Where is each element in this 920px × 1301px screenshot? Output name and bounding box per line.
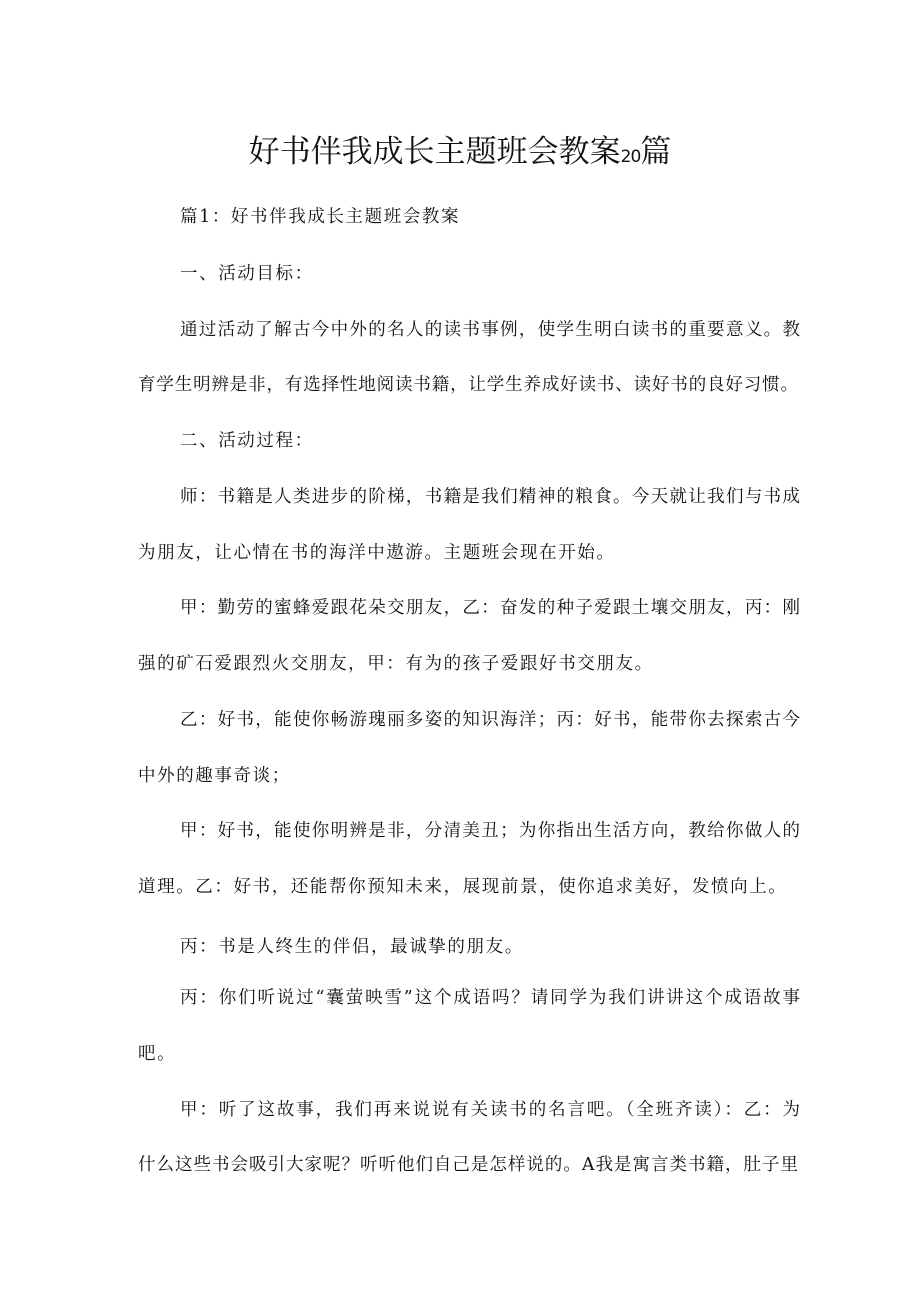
paragraph-line: 为朋友，让心情在书的海洋中遨游。主题班会现在开始。 bbox=[138, 543, 616, 563]
paragraph-line: 道理。乙：好书，还能帮你预知未来，展现前景，使你追求美好，发愤向上。 bbox=[138, 877, 788, 897]
subheading: 二、活动过程： bbox=[180, 431, 314, 451]
subheading: 一、活动目标： bbox=[180, 264, 314, 284]
paragraph-line: 中外的趣事奇谈； bbox=[138, 766, 291, 786]
paragraph-line: 什么这些书会吸引大家呢？听听他们自己是怎样说的。A我是寓言类书籍，肚子里 bbox=[138, 1155, 798, 1175]
paragraph-line: 乙：好书，能使你畅游瑰丽多姿的知识海洋；丙：好书，能带你去探索古今 bbox=[180, 710, 800, 730]
section-heading: 篇1：好书伴我成长主题班会教案 bbox=[180, 207, 461, 227]
paragraph-line: 甲：好书，能使你明辨是非，分清美丑；为你指出生活方向，教给你做人的 bbox=[180, 821, 800, 841]
paragraph-line: 吧。 bbox=[138, 1044, 177, 1064]
paragraph-line: 甲：勤劳的蜜蜂爱跟花朵交朋友，乙：奋发的种子爱跟土壤交朋友，丙：刚 bbox=[180, 598, 800, 618]
paragraph-line: 丙：你们听说过“囊萤映雪”这个成语吗？请同学为我们讲讲这个成语故事 bbox=[180, 988, 800, 1008]
page-title bbox=[0, 126, 920, 171]
paragraph-line: 通过活动了解古今中外的名人的读书事例，使学生明白读书的重要意义。教 bbox=[180, 320, 800, 340]
paragraph-line: 丙：书是人终生的伴侣，最诚挚的朋友。 bbox=[180, 937, 524, 957]
paragraph-line: 育学生明辨是非，有选择性地阅读书籍，让学生养成好读书、读好书的良好习惯。 bbox=[138, 375, 798, 395]
title-number: 20 bbox=[620, 147, 641, 167]
title-suffix: 篇 bbox=[640, 134, 672, 170]
paragraph-line: 师：书籍是人类进步的阶梯，书籍是我们精神的粮食。今天就让我们与书成 bbox=[180, 487, 800, 507]
paragraph-line: 甲：听了这故事，我们再来说说有关读书的名言吧。（全班齐读）：乙：为 bbox=[180, 1100, 800, 1120]
paragraph-line: 强的矿石爱跟烈火交朋友，甲：有为的孩子爱跟好书交朋友。 bbox=[138, 654, 654, 674]
title-main: 好书伴我成长主题班会教案 bbox=[248, 134, 621, 170]
